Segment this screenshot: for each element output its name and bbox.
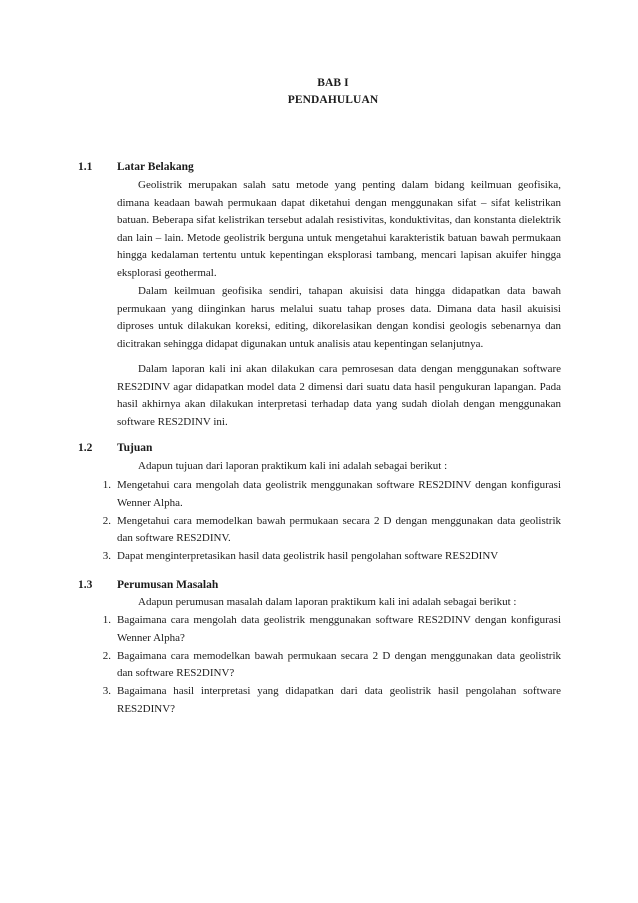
section-number: 1.3 xyxy=(78,579,93,591)
chapter-title: PENDAHULUAN xyxy=(287,94,379,106)
section-title: Latar Belakang xyxy=(117,161,194,173)
section-title: Tujuan xyxy=(117,442,153,454)
section-title: Perumusan Masalah xyxy=(117,579,219,591)
list-item: 3. Bagaimana hasil interpretasi yang didapatkan dari data geolistrik hasil pengolahan software RES2DINV? xyxy=(102,685,561,715)
list-item: 1. Mengetahui cara mengolah data geolistrik menggunakan software RES2DINV dengan konfigurasi Wenner Alpha. xyxy=(102,479,561,509)
paragraph: Adapun tujuan dari laporan praktikum kali ini adalah sebagai berikut : xyxy=(138,460,448,472)
paragraph: Adapun perumusan masalah dalam laporan praktikum kali ini adalah sebagai berikut : xyxy=(138,596,517,608)
chapter-label: BAB I xyxy=(317,77,349,89)
list-item: 2. Mengetahui cara memodelkan bawah permukaan secara 2 D dengan menggunakan data geolistrik dan software RES2DINV. xyxy=(102,514,561,545)
objectives-list xyxy=(95,477,561,566)
paragraph: Geolistrik merupakan salah satu metode yang penting dalam bidang keilmuan geofisika, dimana keadaan bawah permukaan dapat diketahui dengan menggunakan sifat – sifat kelistrikan batuan. Beberapa sifat kelistrikan tersebut adalah resistivitas, konduktivitas, dan konstanta dielektrik dan lain – lain. Metode geolistrik berguna untuk mengetahui karakteristik batuan bawah permukaan hingga kedalaman tertentu untuk kepentingan eksplorasi tambang, mencari lapisan akuifer hingga eksplorasi geothermal. xyxy=(117,179,561,279)
list-item: 1. Bagaimana cara mengolah data geolistrik menggunakan software RES2DINV dengan konfigurasi Wenner Alpha? xyxy=(102,614,561,644)
list-item: 2. Bagaimana cara memodelkan bawah permukaan secara 2 D dengan menggunakan data geolistrik dan software RES2DINV? xyxy=(102,649,561,680)
list-item: 3. Dapat menginterpretasikan hasil data geolistrik hasil pengolahan software RES2DINV xyxy=(102,550,499,563)
section-number: 1.2 xyxy=(78,442,93,454)
problem-list xyxy=(95,612,561,719)
section-number: 1.1 xyxy=(78,161,93,173)
paragraph: Dalam keilmuan geofisika sendiri, tahapan akuisisi data hingga didapatkan data bawah permukaan yang diinginkan harus melalui suatu tahap proses data. Dimana data hasil akuisisi diproses untuk dilakukan koreksi, editing, dikorelasikan dengan kondisi geologis sebenarnya dan dicitrakan sehingga didapat digunakan untuk analisis atau kepentingan selanjutnya. xyxy=(117,285,561,350)
paragraph: Dalam laporan kali ini akan dilakukan cara pemrosesan data dengan menggunakan software RES2DINV agar didapatkan model data 2 dimensi dari suatu data hasil pengukuran lapangan. Pada hasil akhirnya akan dilakukan interpretasi terhadap data yang sudah diolah dengan menggunakan software RES2DINV ini. xyxy=(117,363,561,428)
